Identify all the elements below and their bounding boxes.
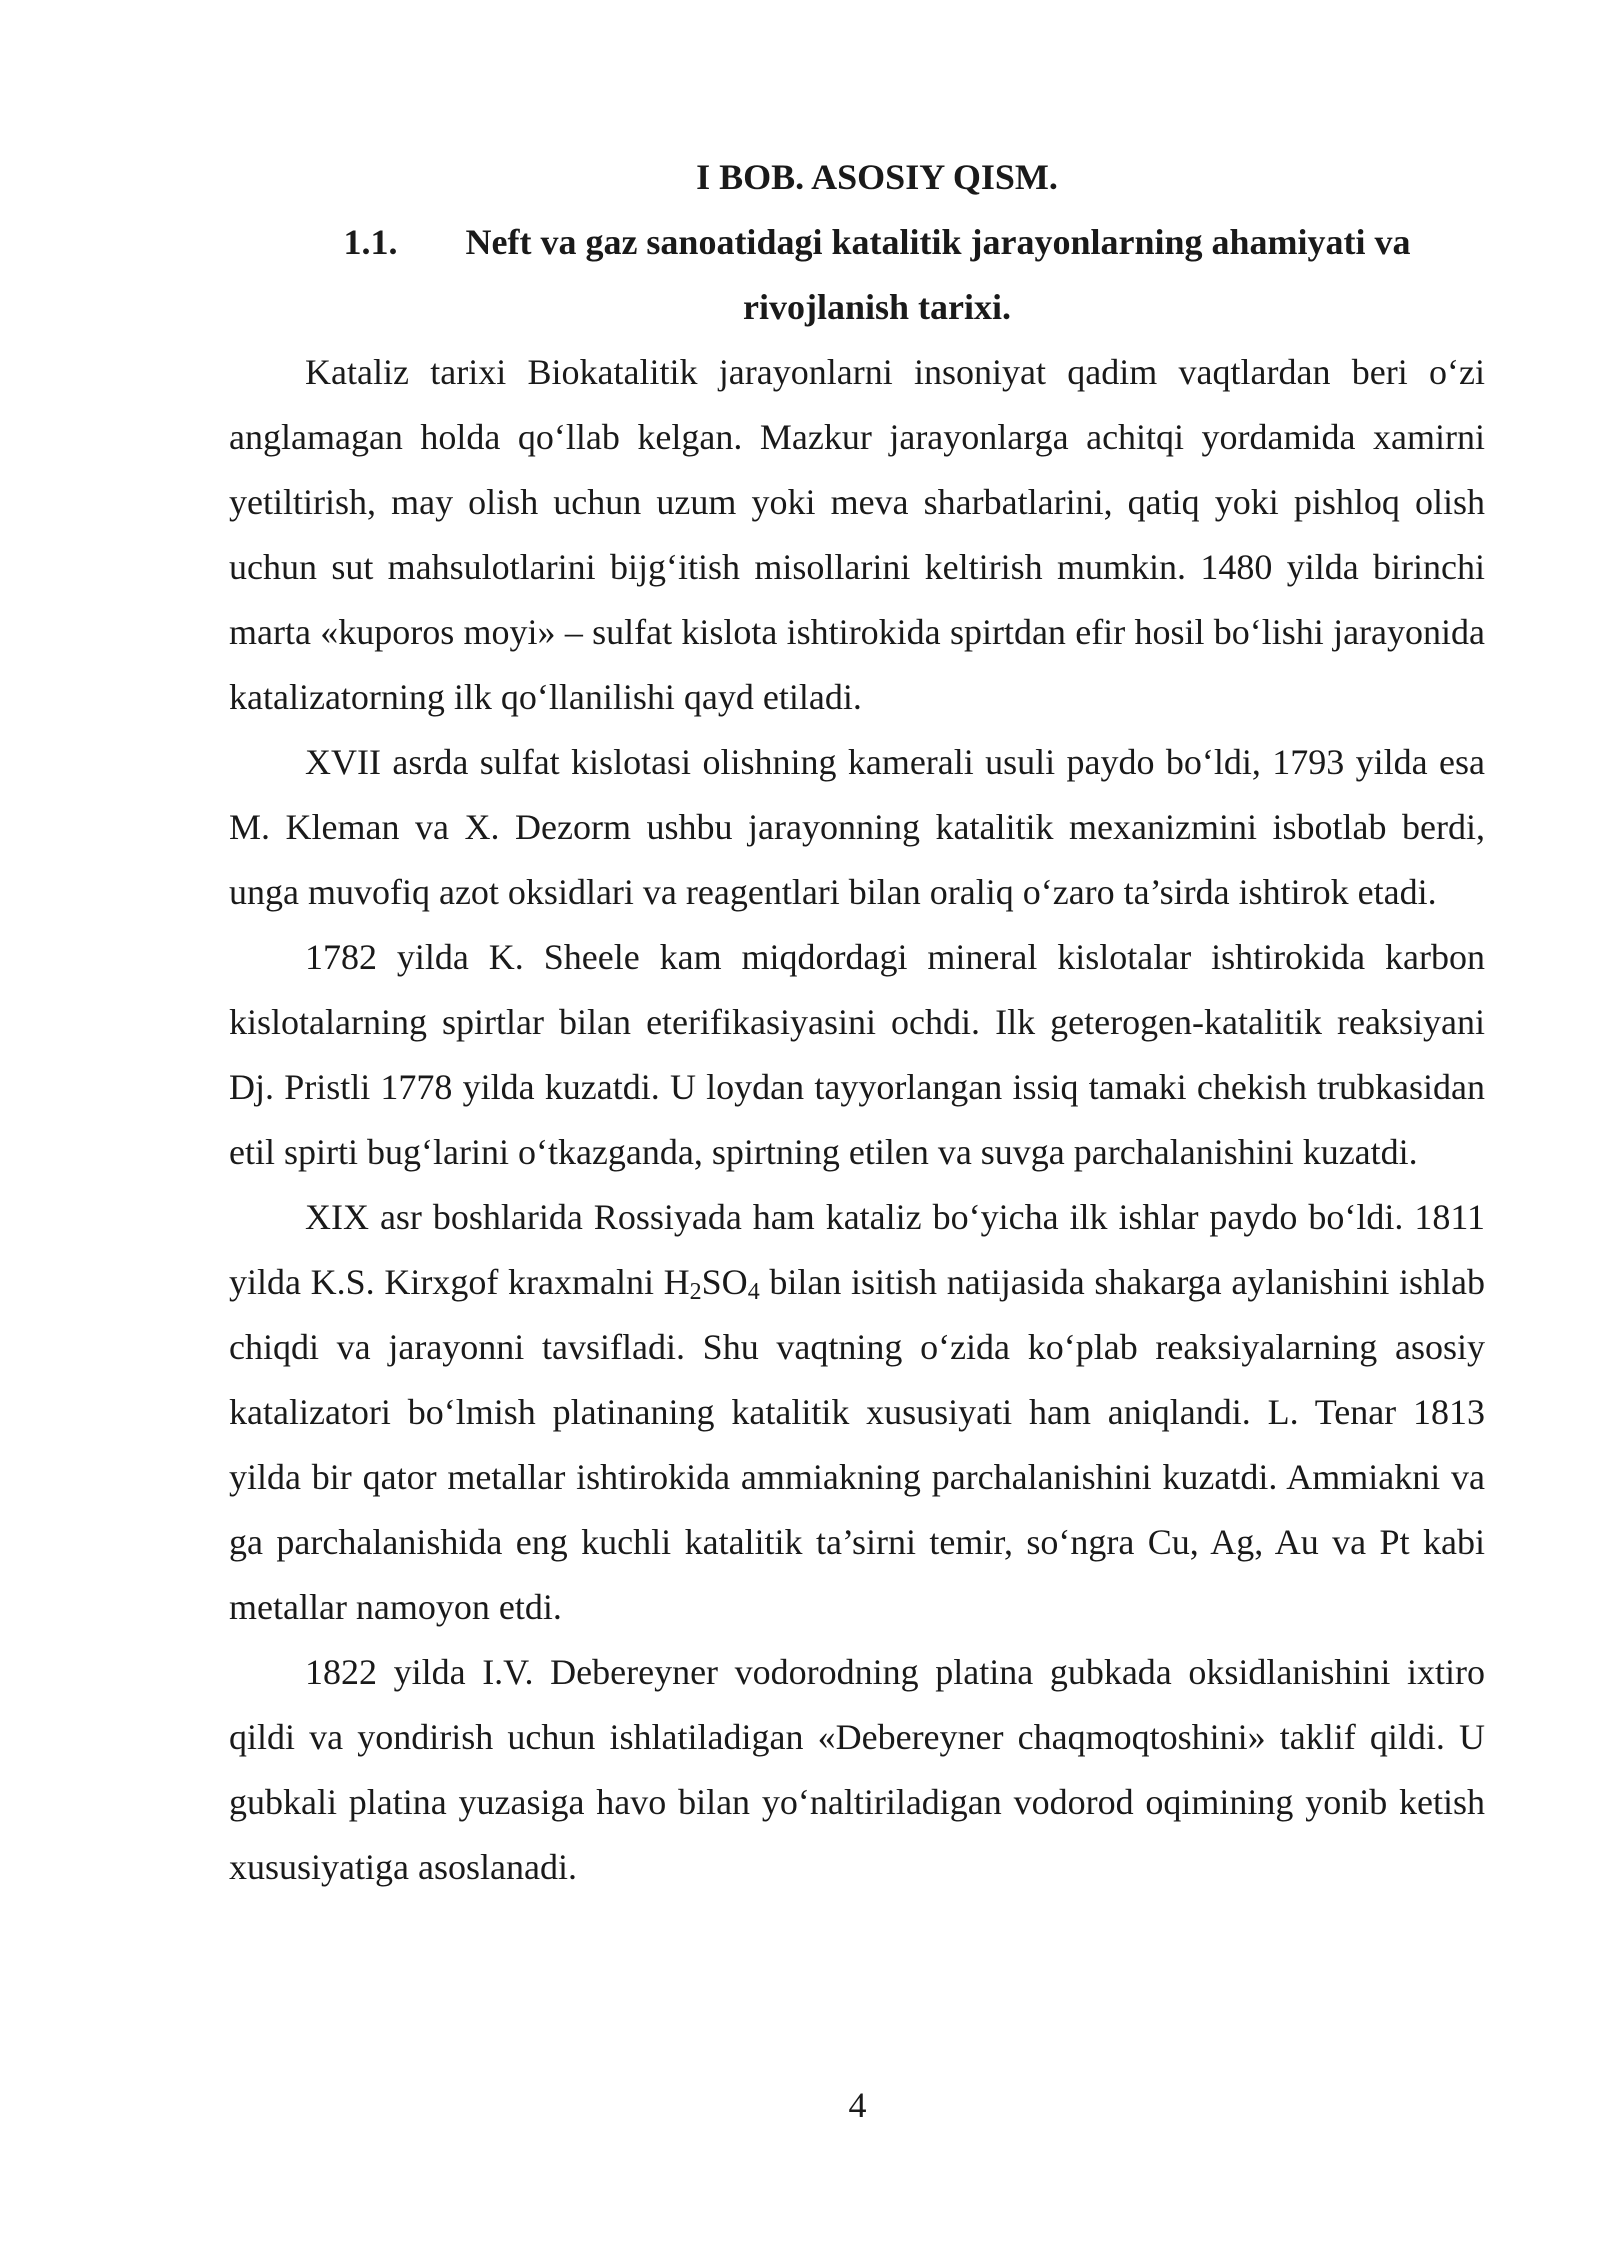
page-number: 4 xyxy=(848,2085,867,2125)
document-page xyxy=(229,145,1485,1900)
section-heading xyxy=(229,210,1485,340)
paragraph-4-text-end: bilan isitish natijasida shakarga aylanishini ishlab chiqdi va jarayonni tavsifladi. Shu vaqtning o‘zida ko‘plab reaksiyalarning asosiy katalizatori bo‘lmish platinaning katalitik xususiyati ham aniqlandi. L. Tenar 1813 yilda bir qator metallar ishtirokida ammiakning parchalanishini kuzatdi. Ammiakni va ga parchalanishida eng kuchli katalitik ta’sirni temir, so‘ngra Cu, Ag, Au va Pt kabi metallar namoyon etdi. xyxy=(229,1262,1485,1627)
chemical-formula xyxy=(663,1262,760,1305)
chapter-title: I BOB. ASOSIY QISM. xyxy=(696,157,1058,197)
formula-subscript-2: 2 xyxy=(689,1279,702,1305)
paragraph-5: 1822 yilda I.V. Debereyner vodorodning platina gubkada oksidlanishini ixtiro qildi va yondirish uchun ishlatiladigan «Debereyner chaqmoqtoshini» taklif qildi. U gubkali platina yuzasiga havo bilan yo‘naltiriladigan vodorod oqimining yonib ketish xususiyatiga asoslanadi. xyxy=(229,1652,1485,1887)
paragraph-4 xyxy=(229,1185,1485,1640)
paragraph-3: 1782 yilda K. Sheele kam miqdordagi mineral kislotalar ishtirokida karbon kislotalarning spirtlar bilan eterifikasiyasini ochdi. Ilk geterogen-katalitik reaksiyani Dj. Pristli 1778 yilda kuzatdi. U loydan tayyorlangan issiq tamaki chekish trubkasidan etil spirti bug‘larini o‘tkazganda, spirtning etilen va suvga parchalanishini kuzatdi. xyxy=(229,937,1485,1172)
section-number: 1.1. xyxy=(343,222,398,262)
paragraph-4-text-start: XIX asr boshlarida Rossiyada ham kataliz bo‘yicha ilk ishlar paydo bo‘ldi. 1811 yilda K.S. Kirxgof kraxmalni xyxy=(229,1197,1485,1302)
formula-h: H xyxy=(663,1262,690,1302)
paragraph-2: XVII asrda sulfat kislotasi olishning kamerali usuli paydo bo‘ldi, 1793 yilda esa M. Kleman va X. Dezorm ushbu jarayonning katalitik mexanizmini isbotlab berdi, unga muvofiq azot oksidlari va reagentlari bilan oraliq o‘zaro ta’sirda ishtirok etadi. xyxy=(229,742,1485,912)
paragraph-1: Kataliz tarixi Biokatalitik jarayonlarni insoniyat qadim vaqtlardan beri o‘zi anglamagan holda qo‘llab kelgan. Mazkur jarayonlarga achitqi yordamida xamirni yetiltirish, may olish uchun uzum yoki meva sharbatlarini, qatiq yoki pishloq olish uchun sut mahsulotlarini bijg‘itish misollarini keltirish mumkin. 1480 yilda birinchi marta «kuporos moyi» – sulfat kislota ishtirokida spirtdan efir hosil bo‘lishi jarayonida katalizatorning ilk qo‘llanilishi qayd etiladi. xyxy=(229,352,1485,717)
formula-so: SO xyxy=(701,1262,748,1302)
section-title: Neft va gaz sanoatidagi katalitik jarayonlarning ahamiyati va rivojlanish tarixi. xyxy=(465,222,1411,327)
formula-subscript-4: 4 xyxy=(747,1279,760,1305)
